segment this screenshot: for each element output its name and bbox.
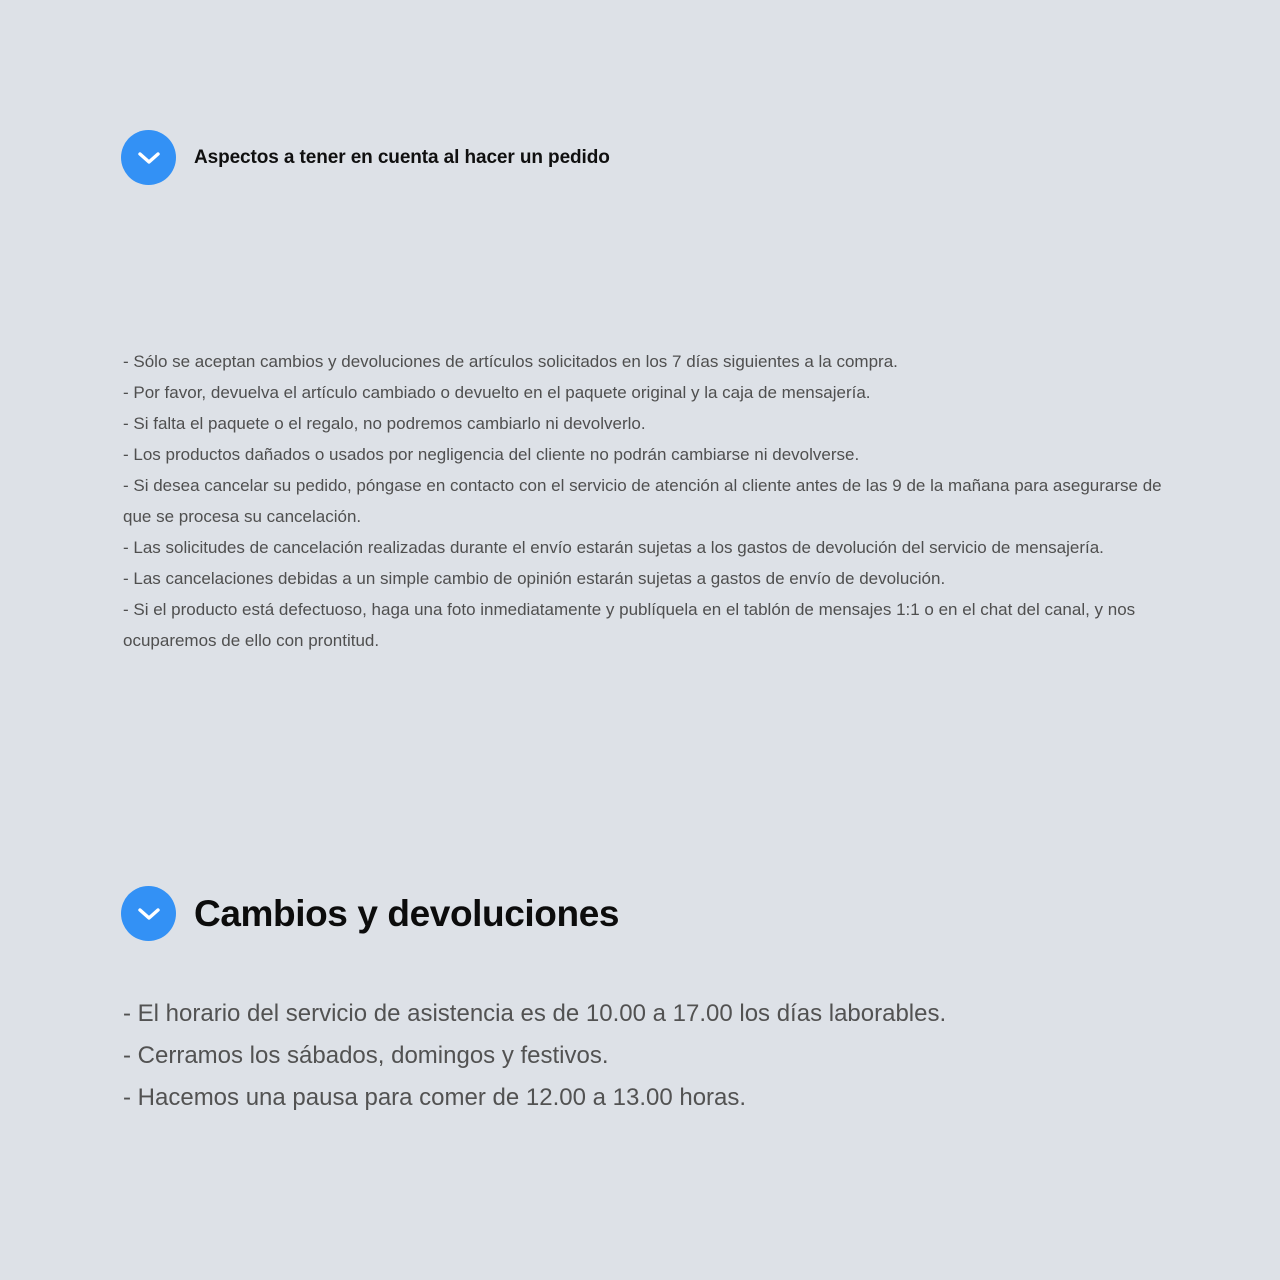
chevron-down-icon (137, 907, 161, 921)
expand-toggle-button[interactable] (121, 886, 176, 941)
section-title: Cambios y devoluciones (194, 892, 620, 934)
chevron-down-icon (137, 151, 161, 165)
section-header-order-notes[interactable] (121, 130, 610, 185)
order-notes-list (123, 346, 1173, 656)
list-item: - Las cancelaciones debidas a un simple cambio de opinión estarán sujetas a gastos de envío de devolución. (123, 569, 946, 588)
list-item: - Hacemos una pausa para comer de 12.00 a 13.00 horas. (123, 1084, 747, 1111)
list-item: - Sólo se aceptan cambios y devoluciones de artículos solicitados en los 7 días siguientes a la compra. (123, 352, 898, 371)
list-item: - Si desea cancelar su pedido, póngase en contacto con el servicio de atención al cliente antes de las 9 de la mañana para asegurarse de que se procesa su cancelación. (123, 476, 1162, 526)
list-item: - Las solicitudes de cancelación realizadas durante el envío estarán sujetas a los gastos de devolución del servicio de mensajería. (123, 538, 1104, 557)
list-item: - Por favor, devuelva el artículo cambiado o devuelto en el paquete original y la caja de mensajería. (123, 383, 871, 402)
list-item: - El horario del servicio de asistencia es de 10.00 a 17.00 los días laborables. (123, 1000, 947, 1027)
section-header-exchanges-returns[interactable] (121, 886, 619, 941)
list-item: - Si el producto está defectuoso, haga una foto inmediatamente y publíquela en el tablón de mensajes 1:1 o en el chat del canal, y nos ocuparemos de ello con prontitud. (123, 600, 1136, 650)
support-hours-list (123, 993, 1173, 1119)
list-item: - Si falta el paquete o el regalo, no podremos cambiarlo ni devolverlo. (123, 414, 646, 433)
section-title: Aspectos a tener en cuenta al hacer un pedido (194, 146, 610, 168)
expand-toggle-button[interactable] (121, 130, 176, 185)
list-item: - Los productos dañados o usados por negligencia del cliente no podrán cambiarse ni devolverse. (123, 445, 860, 464)
list-item: - Cerramos los sábados, domingos y festivos. (123, 1042, 609, 1069)
